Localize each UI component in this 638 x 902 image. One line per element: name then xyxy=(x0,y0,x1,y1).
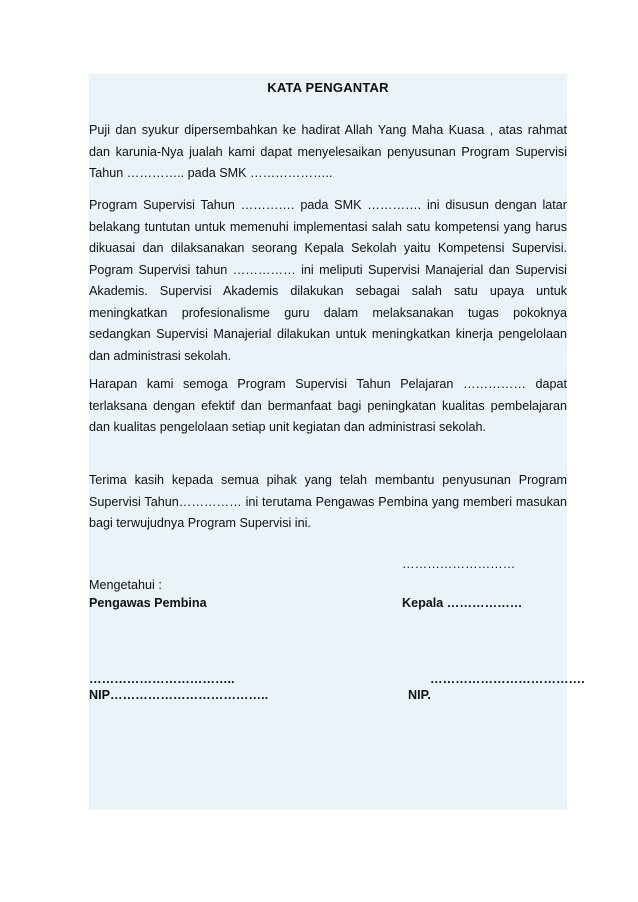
left-signatory-name-blank: …………………………….. xyxy=(89,672,235,686)
place-date-blank: ……………………… xyxy=(402,557,516,571)
left-signatory-role: Pengawas Pembina xyxy=(89,596,207,610)
right-signatory-nip: NIP. xyxy=(408,688,431,702)
paragraph-1: Puji dan syukur dipersembahkan ke hadirat Allah Yang Maha Kuasa , atas rahmat dan karunia-Nya jualah kami dapat menyelesaikan penyusunan Program Supervisi Tahun ………….. pada SMK ……………….. xyxy=(89,123,567,180)
right-signatory-name-blank: ………………………………. xyxy=(430,672,585,686)
right-signatory-role: Kepala ……………… xyxy=(402,596,523,610)
left-signatory-nip: NIP……………………………….. xyxy=(89,688,269,702)
paragraph-2: Program Supervisi Tahun …………. pada SMK …………. ini disusun dengan latar belakang tuntutan untuk memenuhi implementasi salah satu kompetensi yang harus dikuasai dan dilaksanakan seorang Kepala Sekolah yaitu Kompetensi Supervisi. Pogram Supervisi tahun …………… ini meliputi Supervisi Manajerial dan Supervisi Akademis. Supervisi Akademis dilakukan sebagai salah satu upaya untuk meningkatkan profesionalisme guru dalam melaksanakan tugas pokoknya sedangkan Supervisi Manajerial dilakukan untuk meningkatkan kinerja pengelolaan dan administrasi sekolah. xyxy=(89,198,567,363)
acknowledged-label: Mengetahui : xyxy=(89,578,162,592)
paragraph-4: Terima kasih kepada semua pihak yang telah membantu penyusunan Program Supervisi Tahun…………… ini terutama Pengawas Pembina yang memberi masukan bagi terwujudnya Program Supervisi ini. xyxy=(89,473,567,530)
paragraph-3: Harapan kami semoga Program Supervisi Tahun Pelajaran …………… dapat terlaksana dengan efektif dan bermanfaat bagi peningkatan kualitas pembelajaran dan kualitas pengelolaan setiap unit kegiatan dan administrasi sekolah. xyxy=(89,377,567,434)
document-title: KATA PENGANTAR xyxy=(267,80,389,95)
